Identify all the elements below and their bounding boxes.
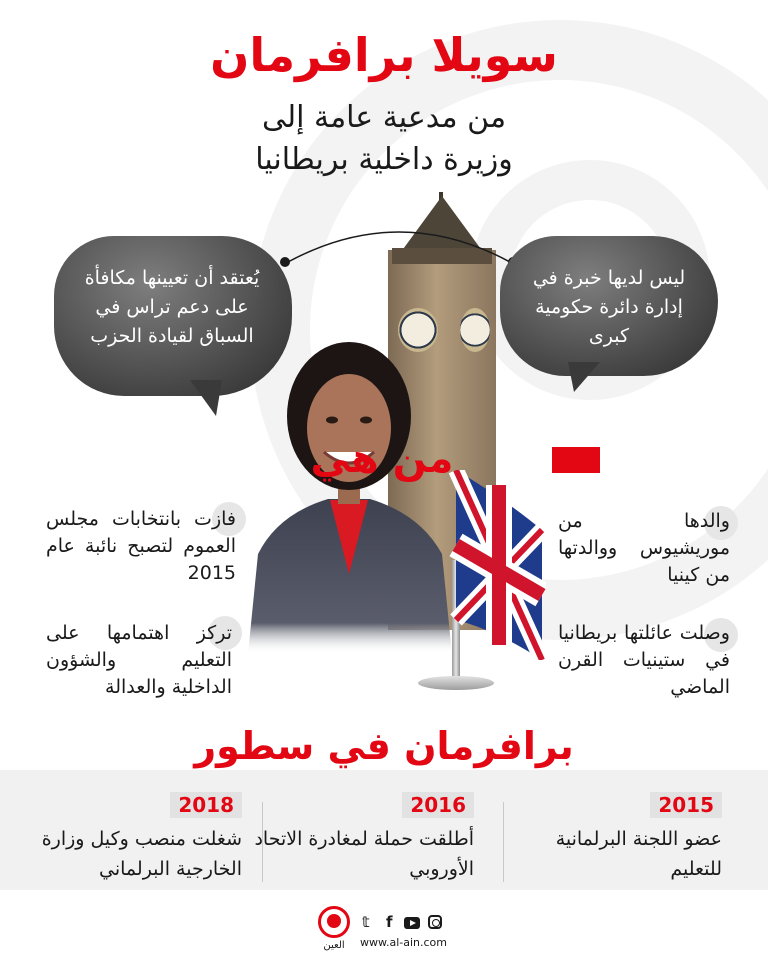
- speech-bubble-right: [500, 236, 718, 376]
- fact-left-top-text: فازت بانتخابات مجلس العموم لتصبح نائبة عام 2015: [46, 508, 236, 584]
- fact-right-bottom-text: وصلت عائلتها بريطانيا في ستينيات القرن الماضي: [558, 622, 730, 698]
- portrait-photo: [238, 324, 460, 654]
- speech-bubble-left-tail: [190, 380, 222, 416]
- fact-left-bottom-text: تركز اهتمامها على التعليم والشؤون الداخلية والعدالة: [46, 622, 232, 698]
- who-heading-underline: [552, 447, 600, 473]
- timeline-year: 2018: [170, 792, 242, 818]
- al-ain-logo-mark: [327, 914, 341, 928]
- timeline-text: شغلت منصب وكيل وزارة الخارجية البرلماني: [41, 828, 242, 880]
- facebook-icon[interactable]: f: [386, 913, 393, 931]
- instagram-icon[interactable]: [428, 915, 442, 929]
- in-lines-heading: برافرمان في سطور: [194, 724, 574, 768]
- speech-bubble-right-text: ليس لديها خبرة في إدارة دائرة حكومية كبرى: [532, 267, 686, 347]
- fact-right-bottom: [558, 620, 730, 701]
- fact-right-top: [558, 508, 730, 589]
- connector-line: [284, 222, 514, 302]
- footer-brand: العين: [323, 940, 345, 951]
- fact-left-top: [46, 506, 236, 587]
- uk-flag-icon: [446, 470, 546, 660]
- connector-dot-left: [280, 257, 290, 267]
- timeline-text: أطلقت حملة لمغادرة الاتحاد الأوروبي: [254, 828, 474, 880]
- timeline-item-2015: [502, 792, 722, 884]
- page-title: سويلا برافرمان: [210, 28, 558, 82]
- youtube-icon[interactable]: [404, 917, 420, 929]
- timeline-year: 2016: [402, 792, 474, 818]
- timeline-year: 2015: [650, 792, 722, 818]
- who-is-she-heading: من هي: [310, 436, 454, 482]
- fact-right-top-text: والدها من موريشيوس ووالدتها من كينيا: [558, 510, 730, 586]
- clock-face-side-icon: [460, 308, 490, 352]
- subtitle-line-2: وزيرة داخلية بريطانيا: [255, 142, 513, 177]
- timeline-text: عضو اللجنة البرلمانية للتعليم: [555, 828, 722, 880]
- timeline-item-2016: [254, 792, 474, 884]
- speech-bubble-left-text: يُعتقد أن تعيينها مكافأة على دعم تراس في السباق لقيادة الحزب: [84, 267, 260, 347]
- website-link[interactable]: www.al-ain.com: [360, 936, 448, 949]
- subtitle-line-1: من مدعية عامة إلى: [261, 100, 507, 135]
- twitter-icon[interactable]: 𝕥: [362, 913, 370, 931]
- flag-base: [418, 676, 494, 690]
- speech-bubble-right-tail: [568, 362, 600, 392]
- fact-left-bottom: [46, 620, 232, 701]
- timeline-item-2018: [22, 792, 242, 884]
